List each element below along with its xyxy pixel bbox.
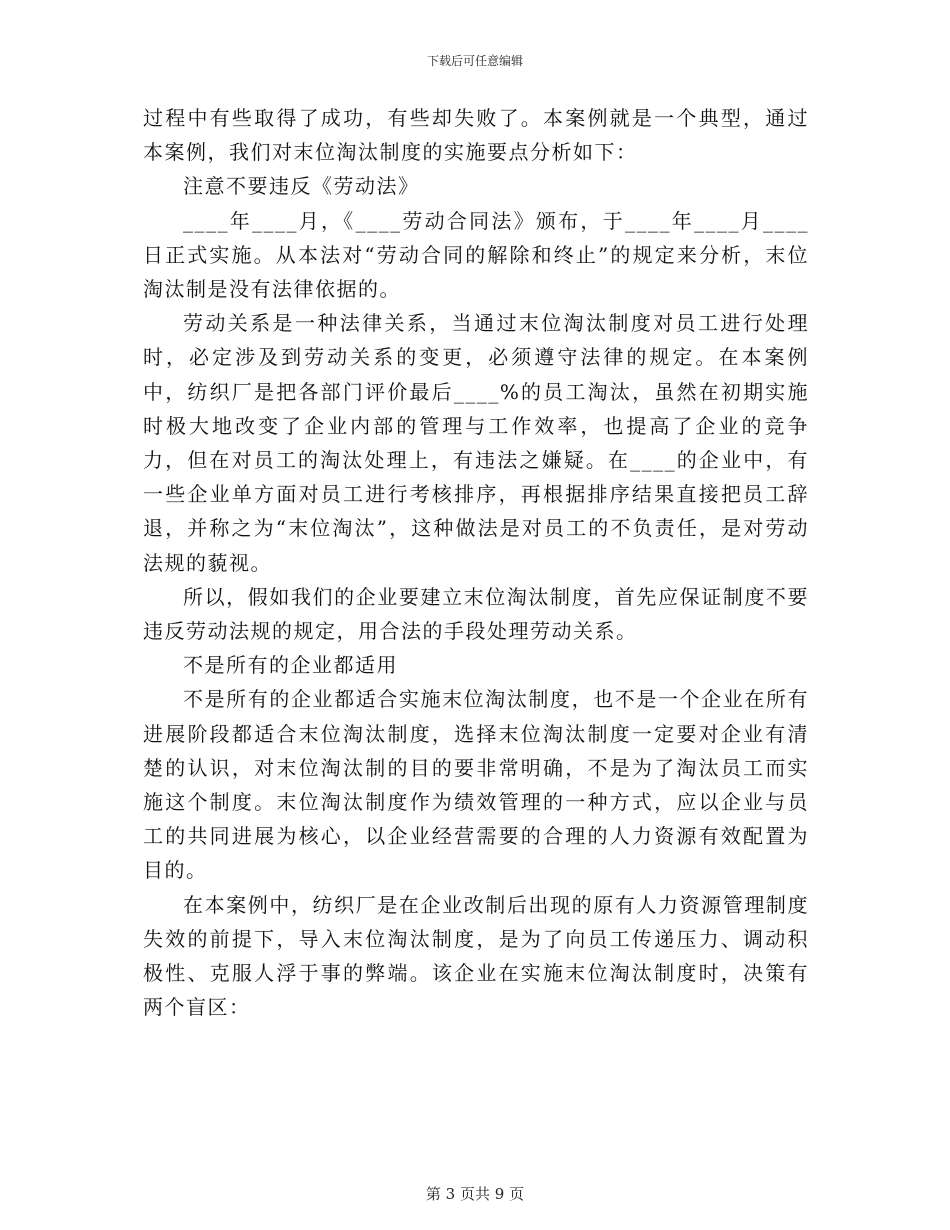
page-header-note: 下载后可任意编辑 [426, 54, 523, 68]
document-body [143, 101, 809, 1024]
page-number: 第 3 页共 9 页 [425, 1185, 525, 1203]
paragraph-labor-relations: 劳动关系是一种法律关系，当通过末位淘汰制度对员工进行处理时，必定涉及到劳动关系的变更，必须遵守法律的规定。在本案例中，纺织厂是把各部门评价最后____%的员工淘汰，虽然在初期实施时极大地改变了企业内部的管理与工作效率，也提高了企业的竞争力，但在对员工的淘汰处理上，有违法之嫌疑。在____的企业中，有一些企业单方面对员工进行考核排序，再根据排序结果直接把员工辞退，并称之为“末位淘汰”，这种做法是对员工的不负责任，是对劳动法规的藐视。 [143, 311, 809, 575]
paragraph-conclusion-law: 所以，假如我们的企业要建立末位淘汰制度，首先应保证制度不要违反劳动法规的规定，用合法的手段处理劳动关系。 [143, 584, 809, 644]
paragraph-continuation: 过程中有些取得了成功，有些却失败了。本案例就是一个典型，通过本案例，我们对末位淘汰制度的实施要点分析如下： [143, 106, 809, 165]
paragraph-case-analysis: 在本案例中，纺织厂是在企业改制后出现的原有人力资源管理制度失效的前提下，导入末位淘汰制度，是为了向员工传递压力、调动积极性、克服人浮于事的弊端。该企业在实施末位淘汰制度时，决策有两个盲区： [143, 892, 809, 1020]
paragraph-contract-law: ____年____月，《____劳动合同法》颁布，于____年____月____日正式实施。从本法对“劳动合同的解除和终止”的规定来分析，末位淘汰制是没有法律依据的。 [143, 208, 809, 302]
paragraph-applicability: 不是所有的企业都适合实施末位淘汰制度，也不是一个企业在所有进展阶段都适合末位淘汰制度，选择末位淘汰制度一定要对企业有清楚的认识，对末位淘汰制的目的要非常明确，不是为了淘汰员工而实施这个制度。末位淘汰制度作为绩效管理的一种方式，应以企业与员工的共同进展为核心，以企业经营需要的合理的人力资源有效配置为目的。 [143, 687, 809, 883]
section-heading-labor-law: 注意不要违反《劳动法》 [183, 174, 420, 199]
section-heading-not-all-enterprises: 不是所有的企业都适用 [183, 653, 398, 678]
